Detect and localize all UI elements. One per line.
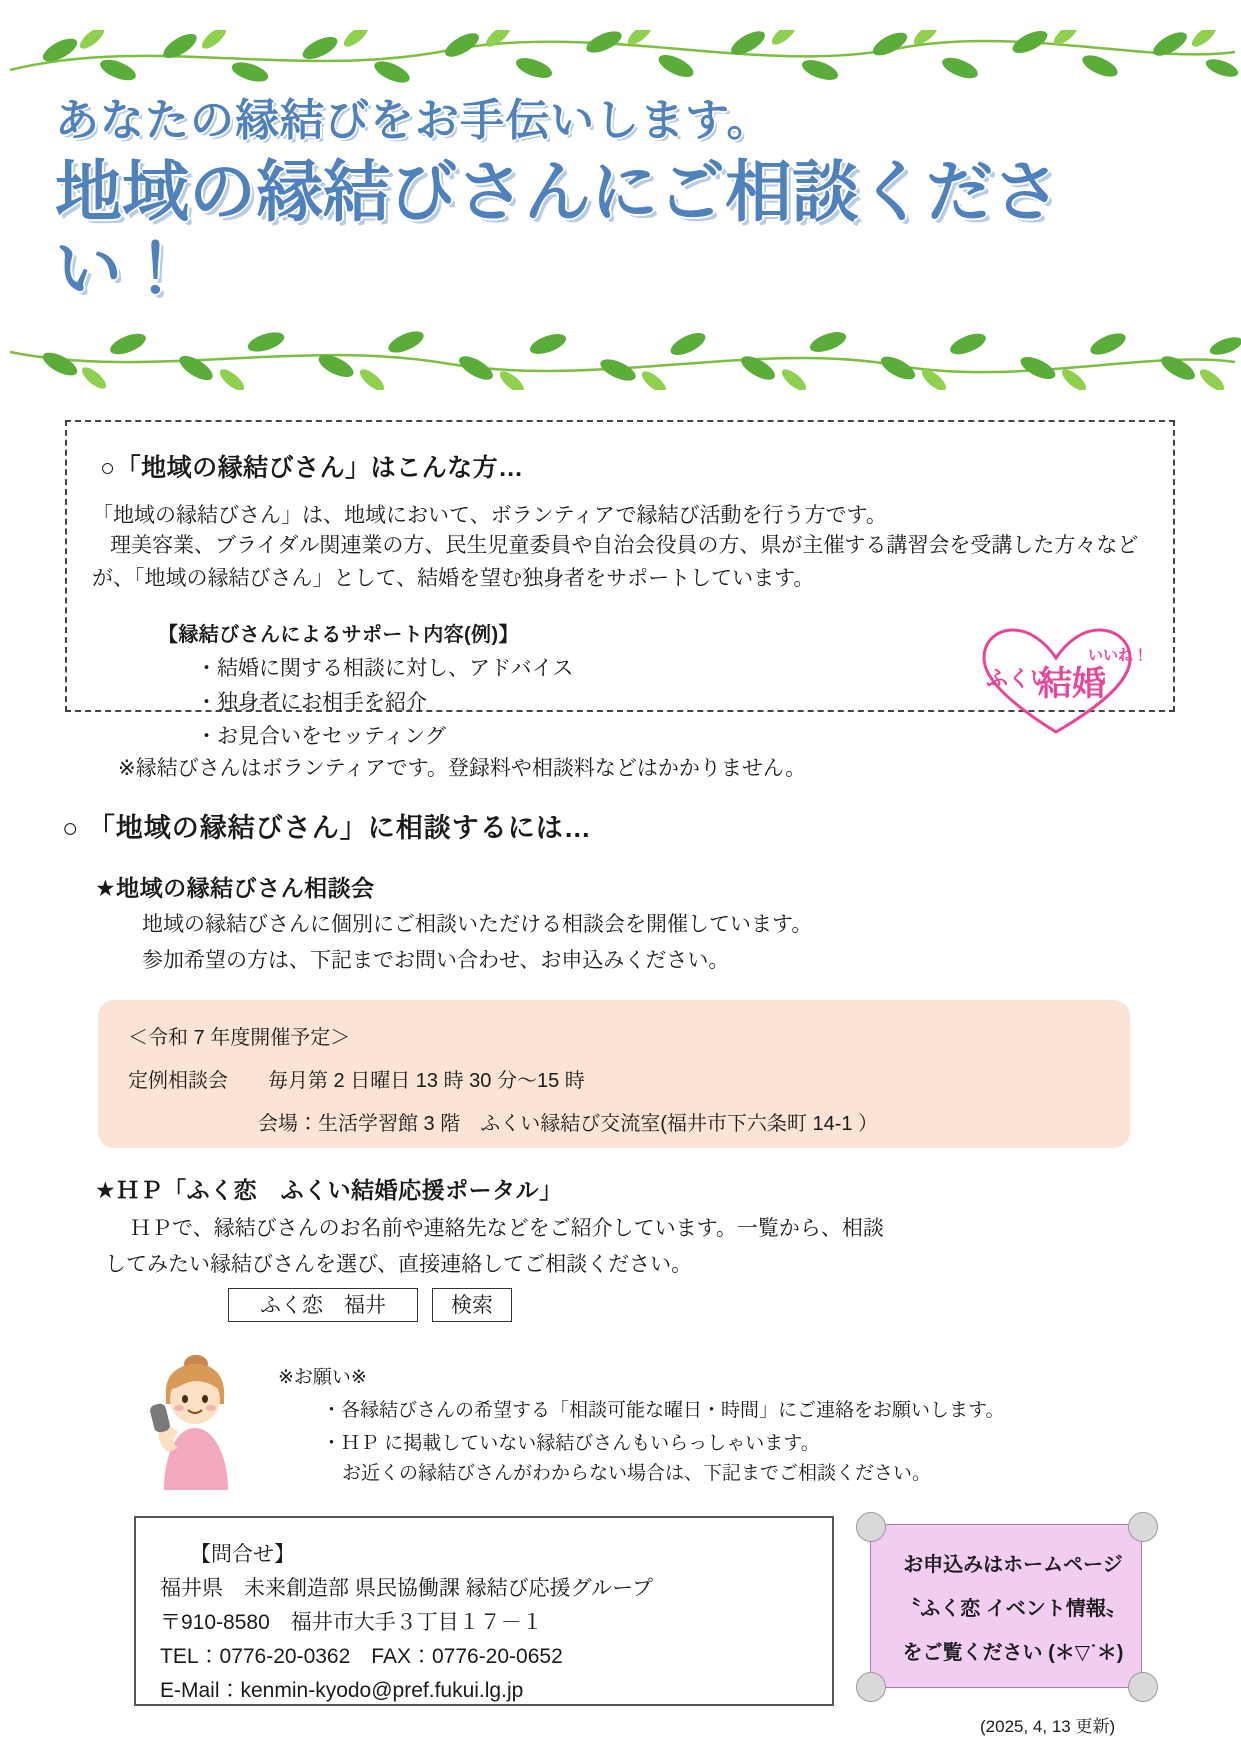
contact-address: 〒910-8580 福井市大手３丁目１７－１ (160, 1611, 543, 1634)
schedule-line3: 会場：生活学習館 3 階 ふくい縁結び交流室(福井市下六条町 14-1 ） (258, 1113, 879, 1135)
scroll-roll-bottom-left (856, 1672, 886, 1702)
contact-heading: 【問合せ】 (190, 1543, 295, 1566)
list-item: ・お見合いをセッティング (196, 725, 446, 749)
onegai-line1: ・各縁結びさんの希望する「相談可能な曜日・時間」にご連絡をお願いします。 (322, 1400, 1005, 1421)
onegai-line2: ・ＨＰ に掲載していない縁結びさんもいらっしゃいます。 (322, 1433, 820, 1454)
stamp-text-left: ふくい (986, 666, 1053, 691)
scroll-roll-bottom-right (1128, 1672, 1158, 1702)
scroll-roll-top-left (856, 1512, 886, 1542)
section2-item2-line2: してみたい縁結びさんを選び、直接連絡してご相談ください。 (105, 1253, 693, 1276)
heart-stamp-illustration (968, 620, 1148, 740)
onegai-title: ※お願い※ (278, 1367, 367, 1388)
section1-support-title: 【縁結びさんによるサポート内容(例)】 (158, 624, 519, 646)
banner-line2: 〝ふく恋 イベント情報〟 (900, 1598, 1126, 1620)
page-title (55, 95, 1185, 308)
contact-organization: 福井県 未来創造部 県民協働課 縁結び応援グループ (160, 1577, 653, 1600)
stamp-text-top: いいね！ (1088, 647, 1149, 664)
section1-paragraph1: 「地域の縁結びさん」は、地域において、ボランティアで縁結び活動を行う方です。 (92, 504, 887, 527)
list-item: ・結婚に関する相談に対し、アドバイス (196, 657, 574, 680)
section2-item2-label: ★ＨＰ「ふく恋 ふくい結婚応援ポータル」 (95, 1177, 563, 1203)
woman-on-phone-illustration (138, 1352, 248, 1492)
stamp-text-right: 結婚 (1038, 665, 1106, 703)
page-title-line1: あなたの縁結びをお手伝いします。 (55, 96, 772, 145)
section1-heading: ○「地域の縁結びさん」はこんな方… (100, 454, 524, 482)
section2-heading: ○ 「地域の縁結びさん」に相談するには… (62, 813, 592, 843)
search-button[interactable]: 検索 (432, 1288, 512, 1322)
section2-item1-label: ★地域の縁結びさん相談会 (95, 875, 375, 901)
page-title-line2: 地域の縁結びさんにご相談ください！ (55, 154, 1060, 307)
vine-decoration-bottom (0, 330, 1241, 390)
schedule-line2: 定例相談会 毎月第 2 日曜日 13 時 30 分～15 時 (128, 1070, 585, 1092)
scroll-roll-top-right (1128, 1512, 1158, 1542)
section1-paragraph2: 理美容業、ブライダル関連業の方、民生児童委員や自治会役員の方、県が主催する講習会を受講した方々などが、「地域の縁結びさん」として、結婚を望む独身者をサポートしています。 (92, 534, 1139, 590)
banner-line3: をご覧ください (＊▽˙＊) (902, 1642, 1124, 1664)
section2-item1-line2: 参加希望の方は、下記までお問い合わせ、お申込みください。 (142, 949, 730, 972)
search-input[interactable]: ふく恋 福井 (228, 1288, 418, 1322)
updated-date: (2025, 4, 13 更新) (980, 1717, 1116, 1736)
onegai-line3: お近くの縁結びさんがわからない場合は、下記までご相談ください。 (342, 1463, 932, 1484)
section2-item2-line1: ＨＰで、縁結びさんのお名前や連絡先などをご紹介しています。一覧から、相談 (130, 1217, 884, 1240)
section1-bullet-list (196, 652, 573, 754)
section2-item1-line1: 地域の縁結びさんに個別にご相談いただける相談会を開催しています。 (142, 913, 813, 936)
contact-email: E-Mail：kenmin-kyodo@pref.fukui.lg.jp (160, 1679, 524, 1702)
list-item: ・独身者にお相手を紹介 (196, 691, 427, 715)
vine-decoration-top (0, 30, 1241, 90)
banner-line1: お申込みはホームページ (903, 1554, 1123, 1576)
section1-note: ※縁結びさんはボランティアです。登録料や相談料などはかかりません。 (118, 757, 807, 780)
schedule-line1: ＜令和 7 年度開催予定＞ (128, 1027, 351, 1049)
contact-tel-fax: TEL：0776-20-0362 FAX：0776-20-0652 (160, 1645, 563, 1668)
